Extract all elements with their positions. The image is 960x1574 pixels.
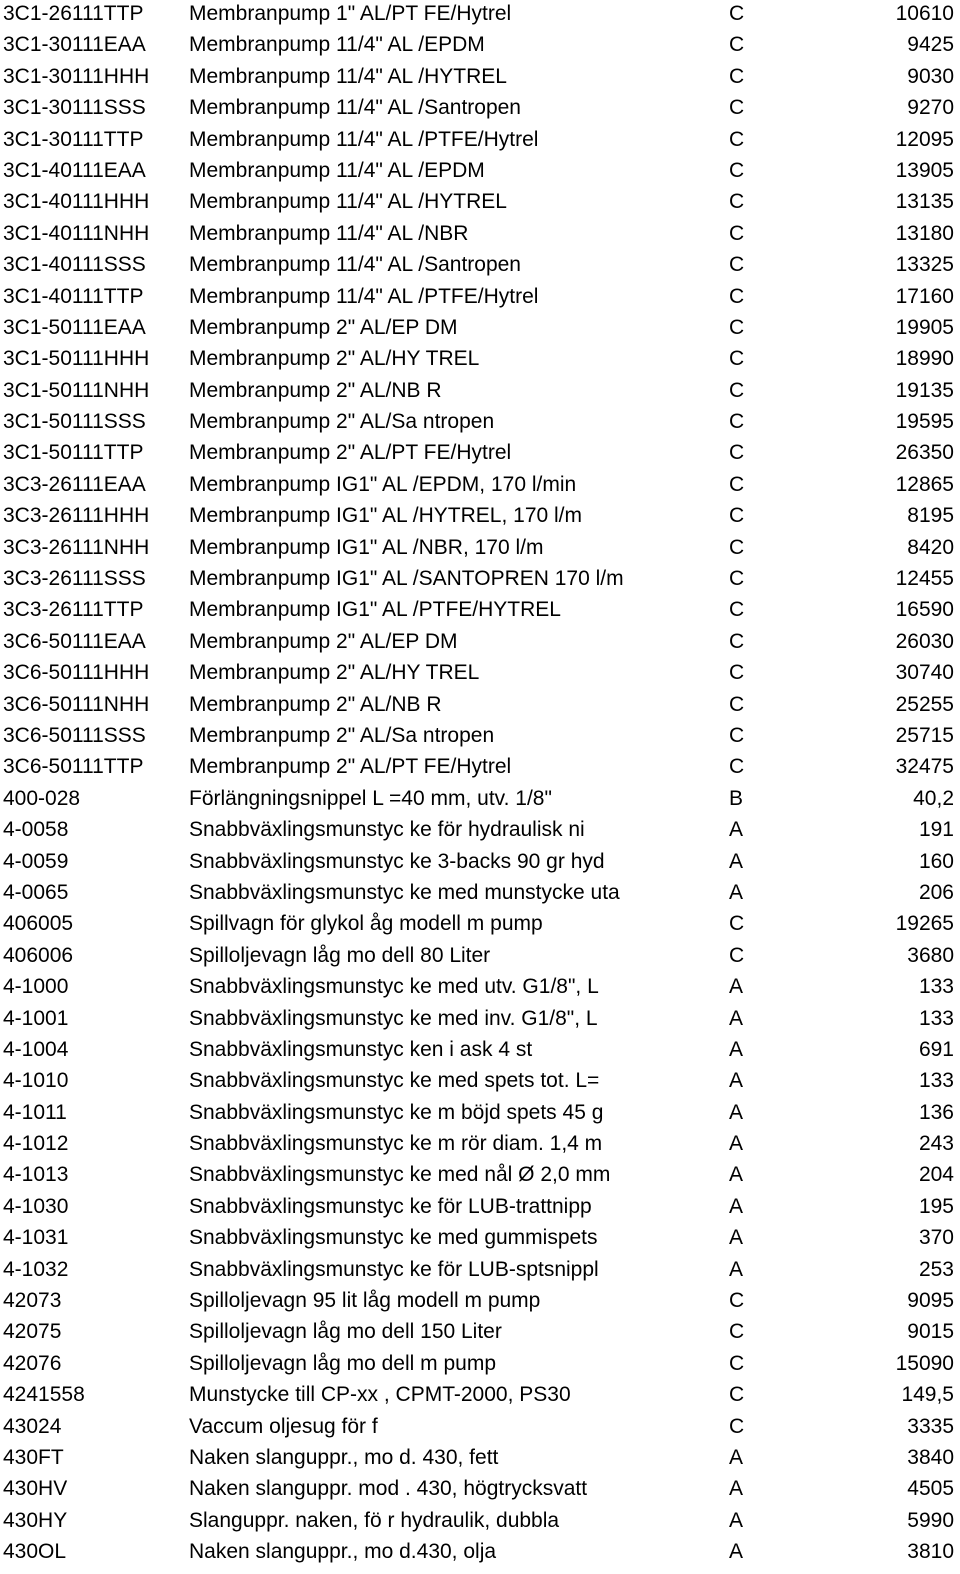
price-class: A — [729, 1477, 744, 1501]
price-class: C — [729, 598, 745, 622]
price-class: C — [729, 723, 745, 747]
table-row — [0, 1413, 960, 1444]
price-class: C — [729, 190, 745, 214]
article-price: 149,5 — [901, 1383, 954, 1407]
table-row — [0, 753, 960, 784]
article-code: 3C1-40111NHH — [3, 221, 150, 245]
article-code: 4-1013 — [3, 1163, 69, 1187]
table-row — [0, 377, 960, 408]
article-price: 32475 — [895, 755, 954, 779]
table-row — [0, 848, 960, 879]
article-code: 3C3-26111NHH — [3, 535, 150, 559]
price-class: C — [729, 158, 745, 182]
article-description: Spilloljevagn låg mo dell m pump — [189, 1351, 496, 1375]
article-price: 10610 — [895, 2, 954, 25]
table-row — [0, 188, 960, 219]
article-code: 3C1-30111TTP — [3, 127, 144, 151]
price-class: C — [729, 441, 745, 465]
article-description: Membranpump 11/4" AL /PTFE/Hytrel — [189, 127, 539, 151]
table-row — [0, 910, 960, 941]
article-price: 19595 — [895, 410, 954, 434]
article-price: 195 — [918, 1194, 954, 1218]
article-price: 16590 — [895, 598, 954, 622]
price-class: C — [729, 1351, 745, 1375]
article-price: 12455 — [895, 567, 954, 591]
article-description: Naken slanguppr. mod . 430, högtrycksvatt — [189, 1477, 588, 1501]
article-price: 4505 — [907, 1477, 954, 1501]
article-code: 3C1-50111SSS — [3, 410, 146, 434]
table-row — [0, 659, 960, 690]
article-description: Membranpump 1" AL/PT FE/Hytrel — [189, 2, 512, 25]
price-class: C — [729, 912, 745, 936]
article-price: 25715 — [895, 723, 954, 747]
article-price: 9425 — [907, 33, 954, 57]
price-class: C — [729, 755, 745, 779]
article-price: 26030 — [895, 629, 954, 653]
table-row — [0, 785, 960, 816]
table-row — [0, 942, 960, 973]
price-class: C — [729, 943, 745, 967]
table-row — [0, 534, 960, 565]
article-code: 4241558 — [3, 1383, 85, 1407]
article-description: Membranpump IG1" AL /SANTOPREN 170 l/m — [189, 567, 624, 591]
price-class: C — [729, 347, 745, 371]
article-price: 13325 — [895, 253, 954, 277]
article-price: 8195 — [907, 504, 954, 528]
article-code: 3C1-40111TTP — [3, 284, 144, 308]
table-row — [0, 283, 960, 314]
article-description: Snabbväxlingsmunstyc ke med utv. G1/8", L — [189, 975, 599, 999]
price-class: A — [729, 1445, 744, 1469]
table-row — [0, 408, 960, 439]
article-price: 19905 — [895, 315, 954, 339]
table-row — [0, 345, 960, 376]
table-row — [0, 628, 960, 659]
article-description: Membranpump 11/4" AL /Santropen — [189, 96, 521, 120]
article-code: 4-1010 — [3, 1069, 69, 1093]
price-class: C — [729, 692, 745, 716]
article-code: 4-1032 — [3, 1257, 69, 1281]
article-price: 40,2 — [913, 786, 954, 810]
article-price: 19135 — [895, 378, 954, 402]
article-price: 13180 — [895, 221, 954, 245]
article-description: Membranpump 2" AL/PT FE/Hytrel — [189, 755, 512, 779]
article-price: 12865 — [895, 472, 954, 496]
table-row — [0, 1350, 960, 1381]
article-description: Membranpump 2" AL/Sa ntropen — [189, 723, 495, 747]
article-description: Spilloljevagn 95 lit låg modell m pump — [189, 1289, 541, 1313]
article-price: 13135 — [895, 190, 954, 214]
article-code: 3C3-26111HHH — [3, 504, 150, 528]
table-row — [0, 314, 960, 345]
table-row — [0, 1130, 960, 1161]
price-class: B — [729, 786, 744, 810]
article-description: Förlängningsnippel L =40 mm, utv. 1/8" — [189, 786, 552, 810]
article-code: 3C1-30111SSS — [3, 96, 146, 120]
price-class: A — [729, 1100, 744, 1124]
table-row — [0, 1444, 960, 1475]
article-description: Spilloljevagn låg mo dell 150 Liter — [189, 1320, 502, 1344]
price-class: A — [729, 1508, 744, 1532]
article-code: 430HY — [3, 1508, 68, 1532]
price-class: C — [729, 1320, 745, 1344]
table-row — [0, 439, 960, 470]
table-row — [0, 220, 960, 251]
article-code: 3C1-40111SSS — [3, 253, 146, 277]
article-code: 4-1000 — [3, 975, 69, 999]
article-code: 430FT — [3, 1445, 64, 1469]
article-code: 3C3-26111EAA — [3, 472, 146, 496]
article-code: 42075 — [3, 1320, 62, 1344]
article-code: 3C1-40111EAA — [3, 158, 146, 182]
article-code: 3C3-26111TTP — [3, 598, 144, 622]
table-row — [0, 251, 960, 282]
article-code: 430OL — [3, 1540, 67, 1564]
price-class: A — [729, 975, 744, 999]
price-class: C — [729, 629, 745, 653]
article-price: 191 — [918, 818, 954, 842]
table-row — [0, 1381, 960, 1412]
price-class: A — [729, 1257, 744, 1281]
price-class: C — [729, 96, 745, 120]
article-description: Membranpump IG1" AL /NBR, 170 l/m — [189, 535, 544, 559]
article-price: 136 — [918, 1100, 954, 1124]
table-row — [0, 157, 960, 188]
article-price: 370 — [918, 1226, 954, 1250]
price-class: A — [729, 818, 744, 842]
price-class: C — [729, 535, 745, 559]
article-description: Membranpump 2" AL/EP DM — [189, 629, 458, 653]
article-price: 3840 — [907, 1445, 954, 1469]
article-code: 42073 — [3, 1289, 62, 1313]
article-description: Munstycke till CP-xx , CPMT-2000, PS30 — [189, 1383, 571, 1407]
article-description: Snabbväxlingsmunstyc ke för LUB-sptsnippl — [189, 1257, 599, 1281]
price-class: A — [729, 1037, 744, 1061]
price-class: C — [729, 410, 745, 434]
price-class: A — [729, 1226, 744, 1250]
article-price: 3335 — [907, 1414, 954, 1438]
article-price: 25255 — [895, 692, 954, 716]
article-description: Membranpump 11/4" AL /PTFE/Hytrel — [189, 284, 539, 308]
article-description: Snabbväxlingsmunstyc ke med gummispets — [189, 1226, 598, 1250]
article-price: 243 — [918, 1132, 954, 1156]
article-code: 3C6-50111TTP — [3, 755, 144, 779]
price-class: C — [729, 127, 745, 151]
table-row — [0, 596, 960, 627]
price-class: C — [729, 33, 745, 57]
table-row — [0, 1193, 960, 1224]
table-row — [0, 565, 960, 596]
table-row — [0, 1036, 960, 1067]
article-description: Snabbväxlingsmunstyc ke med nål Ø 2,0 mm — [189, 1163, 611, 1187]
article-code: 4-0058 — [3, 818, 69, 842]
price-class: A — [729, 880, 744, 904]
table-row — [0, 1287, 960, 1318]
table-row — [0, 1224, 960, 1255]
article-description: Snabbväxlingsmunstyc ke 3-backs 90 gr hyd — [189, 849, 605, 873]
article-price: 204 — [918, 1163, 954, 1187]
price-class: C — [729, 284, 745, 308]
table-row — [0, 63, 960, 94]
article-code: 3C6-50111HHH — [3, 661, 150, 685]
article-description: Slanguppr. naken, fö r hydraulik, dubbla — [189, 1508, 560, 1532]
article-code: 4-1012 — [3, 1132, 69, 1156]
price-class: C — [729, 1383, 745, 1407]
article-price: 8420 — [907, 535, 954, 559]
article-code: 4-1004 — [3, 1037, 69, 1061]
article-price: 160 — [918, 849, 954, 873]
table-row — [0, 94, 960, 125]
article-code: 3C1-30111HHH — [3, 64, 150, 88]
article-code: 3C6-50111SSS — [3, 723, 146, 747]
article-code: 406005 — [3, 912, 74, 936]
article-description: Membranpump 2" AL/NB R — [189, 378, 442, 402]
price-class: A — [729, 1194, 744, 1218]
table-row — [0, 691, 960, 722]
article-price: 3680 — [907, 943, 954, 967]
article-price: 30740 — [895, 661, 954, 685]
price-class: C — [729, 661, 745, 685]
article-code: 3C1-30111EAA — [3, 33, 146, 57]
article-code: 4-1030 — [3, 1194, 69, 1218]
article-description: Membranpump 2" AL/HY TREL — [189, 347, 480, 371]
article-code: 4-1011 — [3, 1100, 67, 1124]
article-price: 3810 — [907, 1540, 954, 1564]
article-code: 3C1-40111HHH — [3, 190, 150, 214]
article-description: Membranpump 11/4" AL /HYTREL — [189, 64, 507, 88]
article-code: 3C1-50111HHH — [3, 347, 150, 371]
price-class: C — [729, 64, 745, 88]
article-code: 406006 — [3, 943, 74, 967]
table-row — [0, 471, 960, 502]
price-class: A — [729, 1132, 744, 1156]
price-class: A — [729, 1006, 744, 1030]
article-code: 3C1-50111EAA — [3, 315, 146, 339]
article-price: 133 — [918, 1006, 954, 1030]
article-description: Membranpump 2" AL/EP DM — [189, 315, 458, 339]
price-class: A — [729, 1069, 744, 1093]
article-price: 9095 — [907, 1289, 954, 1313]
price-class: C — [729, 472, 745, 496]
article-description: Naken slanguppr., mo d. 430, fett — [189, 1445, 499, 1469]
article-description: Naken slanguppr., mo d.430, olja — [189, 1540, 497, 1564]
article-price: 253 — [918, 1257, 954, 1281]
article-price: 19265 — [895, 912, 954, 936]
table-row — [0, 816, 960, 847]
article-description: Snabbväxlingsmunstyc ke med munstycke uta — [189, 880, 620, 904]
article-price: 18990 — [895, 347, 954, 371]
article-description: Membranpump IG1" AL /HYTREL, 170 l/m — [189, 504, 583, 528]
table-row — [0, 1475, 960, 1506]
article-code: 43024 — [3, 1414, 62, 1438]
table-row — [0, 1067, 960, 1098]
price-class: C — [729, 1289, 745, 1313]
article-description: Snabbväxlingsmunstyc ke med inv. G1/8", L — [189, 1006, 598, 1030]
article-description: Membranpump 2" AL/NB R — [189, 692, 442, 716]
article-price: 26350 — [895, 441, 954, 465]
article-code: 4-1031 — [3, 1226, 69, 1250]
article-description: Spilloljevagn låg mo dell 80 Liter — [189, 943, 491, 967]
price-class: A — [729, 1163, 744, 1187]
article-description: Vaccum oljesug för f — [189, 1414, 378, 1438]
article-code: 4-1001 — [3, 1006, 69, 1030]
price-class: C — [729, 378, 745, 402]
article-description: Snabbväxlingsmunstyc ke för LUB-trattnipp — [189, 1194, 592, 1218]
table-row — [0, 1538, 960, 1569]
article-description: Membranpump 11/4" AL /EPDM — [189, 33, 485, 57]
article-price: 9270 — [907, 96, 954, 120]
article-description: Membranpump 2" AL/PT FE/Hytrel — [189, 441, 512, 465]
article-price: 206 — [918, 880, 954, 904]
article-description: Membranpump 11/4" AL /Santropen — [189, 253, 521, 277]
article-description: Membranpump 11/4" AL /EPDM — [189, 158, 485, 182]
article-code: 3C1-50111NHH — [3, 378, 150, 402]
table-row — [0, 1005, 960, 1036]
price-class: C — [729, 1414, 745, 1438]
article-code: 4-0065 — [3, 880, 69, 904]
table-row — [0, 1318, 960, 1349]
article-price: 17160 — [895, 284, 954, 308]
article-code: 430HV — [3, 1477, 68, 1501]
article-description: Snabbväxlingsmunstyc ke m rör diam. 1,4 m — [189, 1132, 603, 1156]
price-class: C — [729, 567, 745, 591]
article-description: Membranpump IG1" AL /EPDM, 170 l/min — [189, 472, 577, 496]
article-price: 691 — [918, 1037, 954, 1061]
article-price: 133 — [918, 1069, 954, 1093]
article-description: Membranpump 11/4" AL /NBR — [189, 221, 469, 245]
article-description: Snabbväxlingsmunstyc ke för hydraulisk ni — [189, 818, 585, 842]
article-price: 15090 — [895, 1351, 954, 1375]
table-row — [0, 879, 960, 910]
table-row — [0, 0, 960, 31]
price-class: C — [729, 253, 745, 277]
article-code: 3C6-50111NHH — [3, 692, 150, 716]
article-code: 3C3-26111SSS — [3, 567, 146, 591]
article-description: Membranpump 2" AL/HY TREL — [189, 661, 480, 685]
table-row — [0, 1099, 960, 1130]
article-code: 3C1-26111TTP — [3, 2, 144, 25]
article-code: 3C1-50111TTP — [3, 441, 144, 465]
article-code: 400-028 — [3, 786, 81, 810]
article-price: 5990 — [907, 1508, 954, 1532]
article-description: Snabbväxlingsmunstyc ke med spets tot. L= — [189, 1069, 600, 1093]
article-description: Membranpump 2" AL/Sa ntropen — [189, 410, 495, 434]
price-class: C — [729, 504, 745, 528]
article-price: 12095 — [895, 127, 954, 151]
article-description: Membranpump IG1" AL /PTFE/HYTREL — [189, 598, 561, 622]
price-class: A — [729, 1540, 744, 1564]
price-class: C — [729, 315, 745, 339]
article-price: 9015 — [907, 1320, 954, 1344]
price-class: C — [729, 221, 745, 245]
table-row — [0, 502, 960, 533]
article-description: Snabbväxlingsmunstyc ken i ask 4 st — [189, 1037, 533, 1061]
article-description: Snabbväxlingsmunstyc ke m böjd spets 45 g — [189, 1100, 604, 1124]
article-code: 3C6-50111EAA — [3, 629, 146, 653]
table-row — [0, 1507, 960, 1538]
table-row — [0, 126, 960, 157]
table-row — [0, 722, 960, 753]
table-row — [0, 1161, 960, 1192]
price-class: C — [729, 2, 745, 25]
article-description: Membranpump 11/4" AL /HYTREL — [189, 190, 507, 214]
table-row — [0, 31, 960, 62]
price-class: A — [729, 849, 744, 873]
table-row — [0, 1256, 960, 1287]
table-row — [0, 973, 960, 1004]
article-code: 4-0059 — [3, 849, 69, 873]
article-price: 133 — [918, 975, 954, 999]
article-price: 9030 — [907, 64, 954, 88]
article-code: 42076 — [3, 1351, 62, 1375]
article-price: 13905 — [895, 158, 954, 182]
article-description: Spillvagn för glykol åg modell m pump — [189, 912, 543, 936]
